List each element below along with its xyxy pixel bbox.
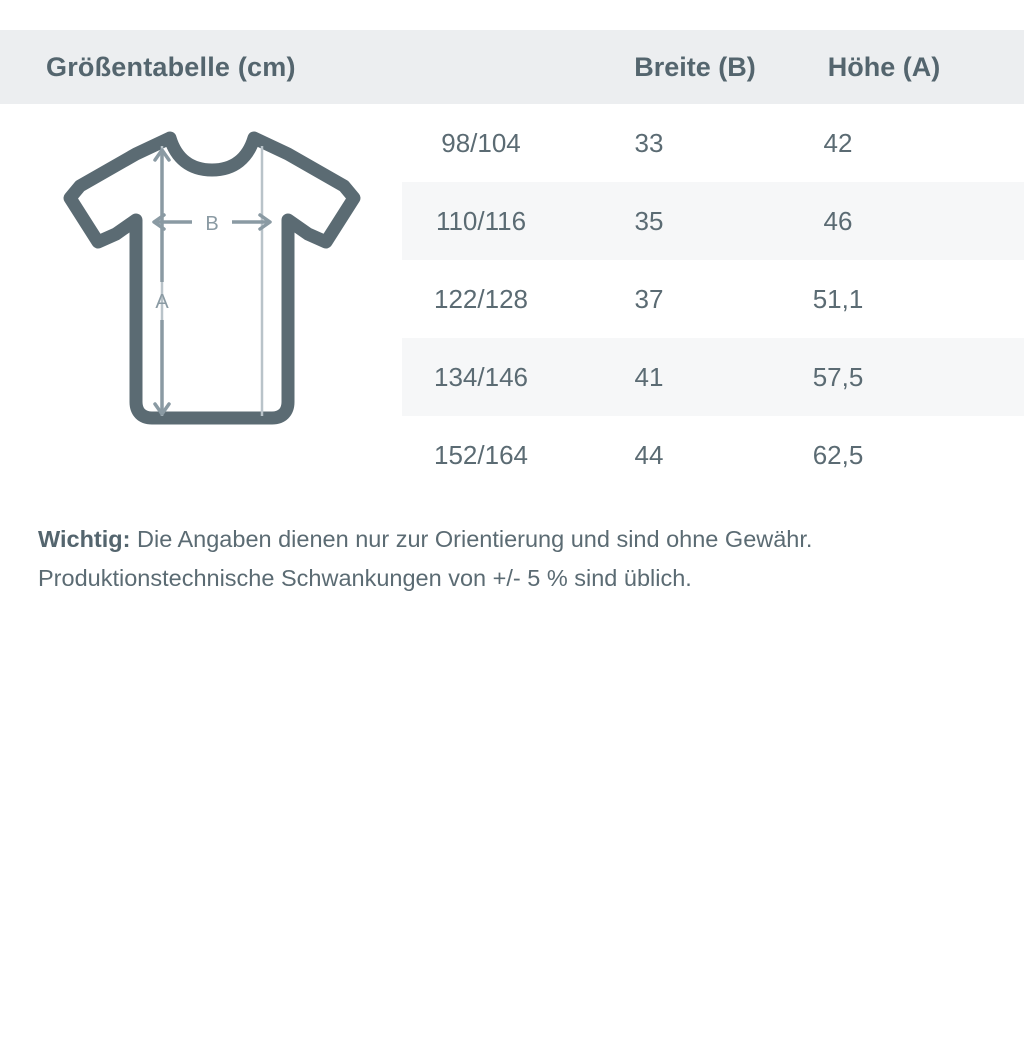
tshirt-diagram [0, 104, 402, 444]
cell-width: 41 [634, 361, 664, 392]
cell-width: 35 [634, 205, 664, 236]
table-row [402, 416, 1024, 494]
tshirt-icon [58, 124, 388, 434]
column-header-width: Breite (B) [634, 51, 756, 82]
cell-size: 110/116 [435, 205, 527, 236]
disclaimer-line-1: Die Angaben dienen nur zur Orientierung und sind ohne Gewähr. [130, 526, 813, 552]
height-label: A [155, 291, 169, 313]
cell-size: 98/104 [441, 127, 521, 158]
cell-width: 33 [634, 127, 664, 158]
cell-height: 42 [823, 127, 853, 158]
height-arrow-icon [155, 150, 169, 414]
cell-height: 51,1 [812, 283, 864, 314]
cell-size: 134/146 [434, 361, 528, 392]
chart-body [0, 104, 1024, 494]
disclaimer-note [38, 520, 998, 598]
table-row [402, 260, 1024, 338]
disclaimer-line-2: Produktionstechnische Schwankungen von +/- 5 % sind üblich. [38, 564, 692, 591]
cell-size: 152/164 [434, 439, 528, 470]
column-header-height: Höhe (A) [827, 51, 941, 82]
cell-width: 44 [634, 439, 664, 470]
cell-size: 122/128 [434, 283, 528, 314]
size-table [402, 104, 1024, 494]
page-title: Größentabelle (cm) [46, 51, 296, 82]
width-label: B [205, 213, 219, 235]
cell-width: 37 [634, 283, 664, 314]
table-row [402, 104, 1024, 182]
cell-height: 57,5 [812, 361, 864, 392]
disclaimer-label: Wichtig: [38, 526, 131, 552]
table-row [402, 182, 1024, 260]
cell-height: 62,5 [812, 439, 864, 470]
cell-height: 46 [823, 205, 853, 236]
table-row [402, 338, 1024, 416]
table-header-row [0, 30, 1024, 104]
size-chart [0, 30, 1024, 598]
